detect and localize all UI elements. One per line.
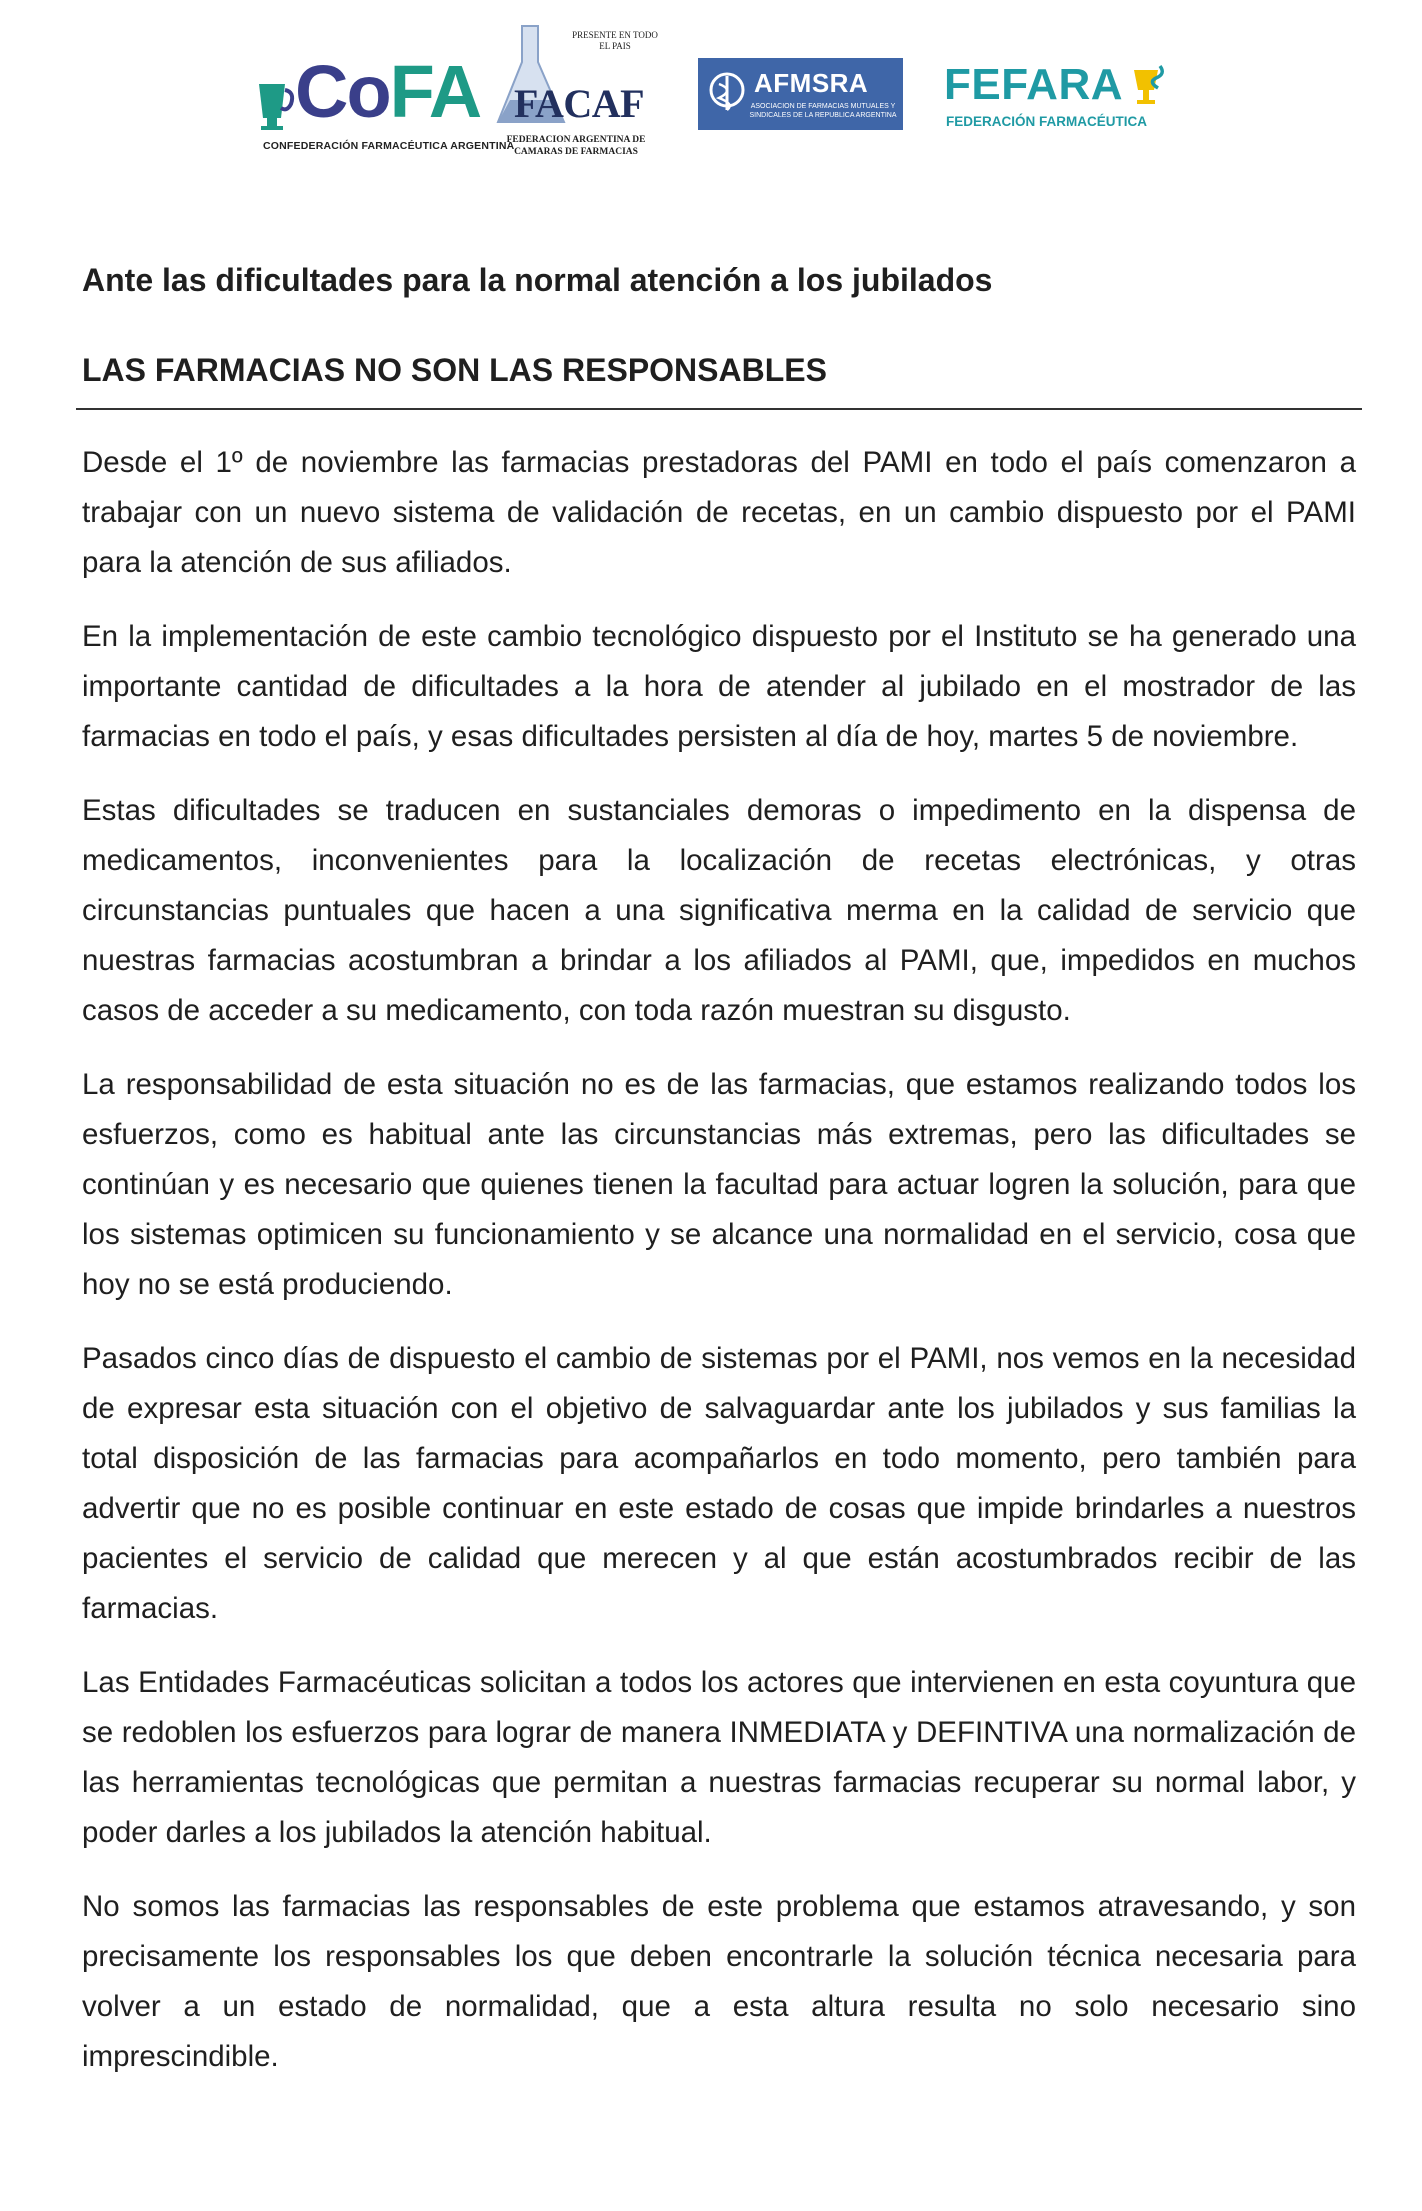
fefara-logo — [944, 60, 1174, 140]
caduceus-icon — [708, 70, 746, 118]
title-divider — [76, 408, 1362, 410]
facaf-logo — [490, 20, 660, 170]
facaf-tagline: PRESENTE EN TODO EL PAIS — [572, 30, 658, 51]
paragraph: Estas dificultades se traducen en sustanciales demoras o impedimento en la dispensa de medicamentos, inconvenientes para la localización de recetas electrónicas, y otras circunstancias puntuales que hacen a una significativa merma en la calidad de servicio que nuestras farmacias acostumbran a brindar a los afiliados al PAMI, que, impedidos en muchos casos de acceder a su medicamento, con toda razón muestran su disgusto. — [82, 794, 1356, 1027]
paragraph: La responsabilidad de esta situación no es de las farmacias, que estamos realizando todos los esfuerzos, como es habitual ante las circunstancias más extremas, pero las dificultades se continúan y es necesario que quienes tienen la facultad para actuar logren la solución, para que los sistemas optimicen su funcionamiento y se alcance una normalidad en el servicio, cosa que hoy no se está produciendo. — [82, 1068, 1356, 1301]
afmsra-subtitle: ASOCIACION DE FARMACIAS MUTUALES Y SINDICALES DE LA REPUBLICA ARGENTINA — [749, 103, 897, 119]
cofa-subtitle: CONFEDERACIÓN FARMACÉUTICA ARGENTINA — [263, 140, 515, 152]
document-title: LAS FARMACIAS NO SON LAS RESPONSABLES — [82, 352, 827, 388]
cofa-wordmark: CoFA — [295, 50, 481, 133]
paragraph: Desde el 1º de noviembre las farmacias prestadoras del PAMI en todo el país comenzaron a trabajar con un nuevo sistema de validación de recetas, en un cambio dispuesto por el PAMI para la atención de sus afiliados. — [82, 446, 1356, 579]
snake-cup-icon — [1128, 62, 1168, 108]
fefara-wordmark: FEFARA — [944, 60, 1123, 109]
pharmacy-cup-icon — [255, 78, 299, 132]
logo-header — [0, 20, 1422, 170]
paragraph: En la implementación de este cambio tecnológico dispuesto por el Instituto se ha generado una importante cantidad de dificultades a la hora de atender al jubilado en el mostrador de las farmacias en todo el país, y esas dificultades persisten al día de hoy, martes 5 de noviembre. — [82, 620, 1356, 753]
facaf-wordmark: FACAF — [514, 81, 645, 126]
paragraph: Pasados cinco días de dispuesto el cambio de sistemas por el PAMI, nos vemos en la necesidad de expresar esta situación con el objetivo de salvaguardar ante los jubilados y sus familias la total disposición de las farmacias para acompañarlos en todo momento, pero también para advertir que no es posible continuar en este estado de cosas que impide brindarles a nuestros pacientes el servicio de calidad que merecen y al que están acostumbrados recibir de las farmacias. — [82, 1342, 1356, 1625]
paragraph: No somos las farmacias las responsables de este problema que estamos atravesando, y son precisamente los responsables los que deben encontrarle la solución técnica necesaria para volver a un estado de normalidad, que a esta altura resulta no solo necesario sino imprescindible. — [82, 1890, 1356, 2073]
document-body — [82, 438, 1356, 2106]
afmsra-wordmark: AFMSRA — [754, 68, 869, 98]
afmsra-logo — [698, 58, 903, 130]
document-subtitle: Ante las dificultades para la normal atención a los jubilados — [82, 262, 993, 298]
cofa-logo — [255, 50, 515, 162]
paragraph: Las Entidades Farmacéuticas solicitan a todos los actores que intervienen en esta coyuntura que se redoblen los esfuerzos para lograr de manera INMEDIATA y DEFINTIVA una normalización de las herramientas tecnológicas que permitan a nuestras farmacias recuperar su normal labor, y poder darles a los jubilados la atención habitual. — [82, 1666, 1356, 1849]
facaf-subtitle: FEDERACION ARGENTINA DE CAMARAS DE FARMACIAS — [506, 135, 646, 157]
fefara-subtitle: FEDERACIÓN FARMACÉUTICA — [946, 114, 1147, 129]
